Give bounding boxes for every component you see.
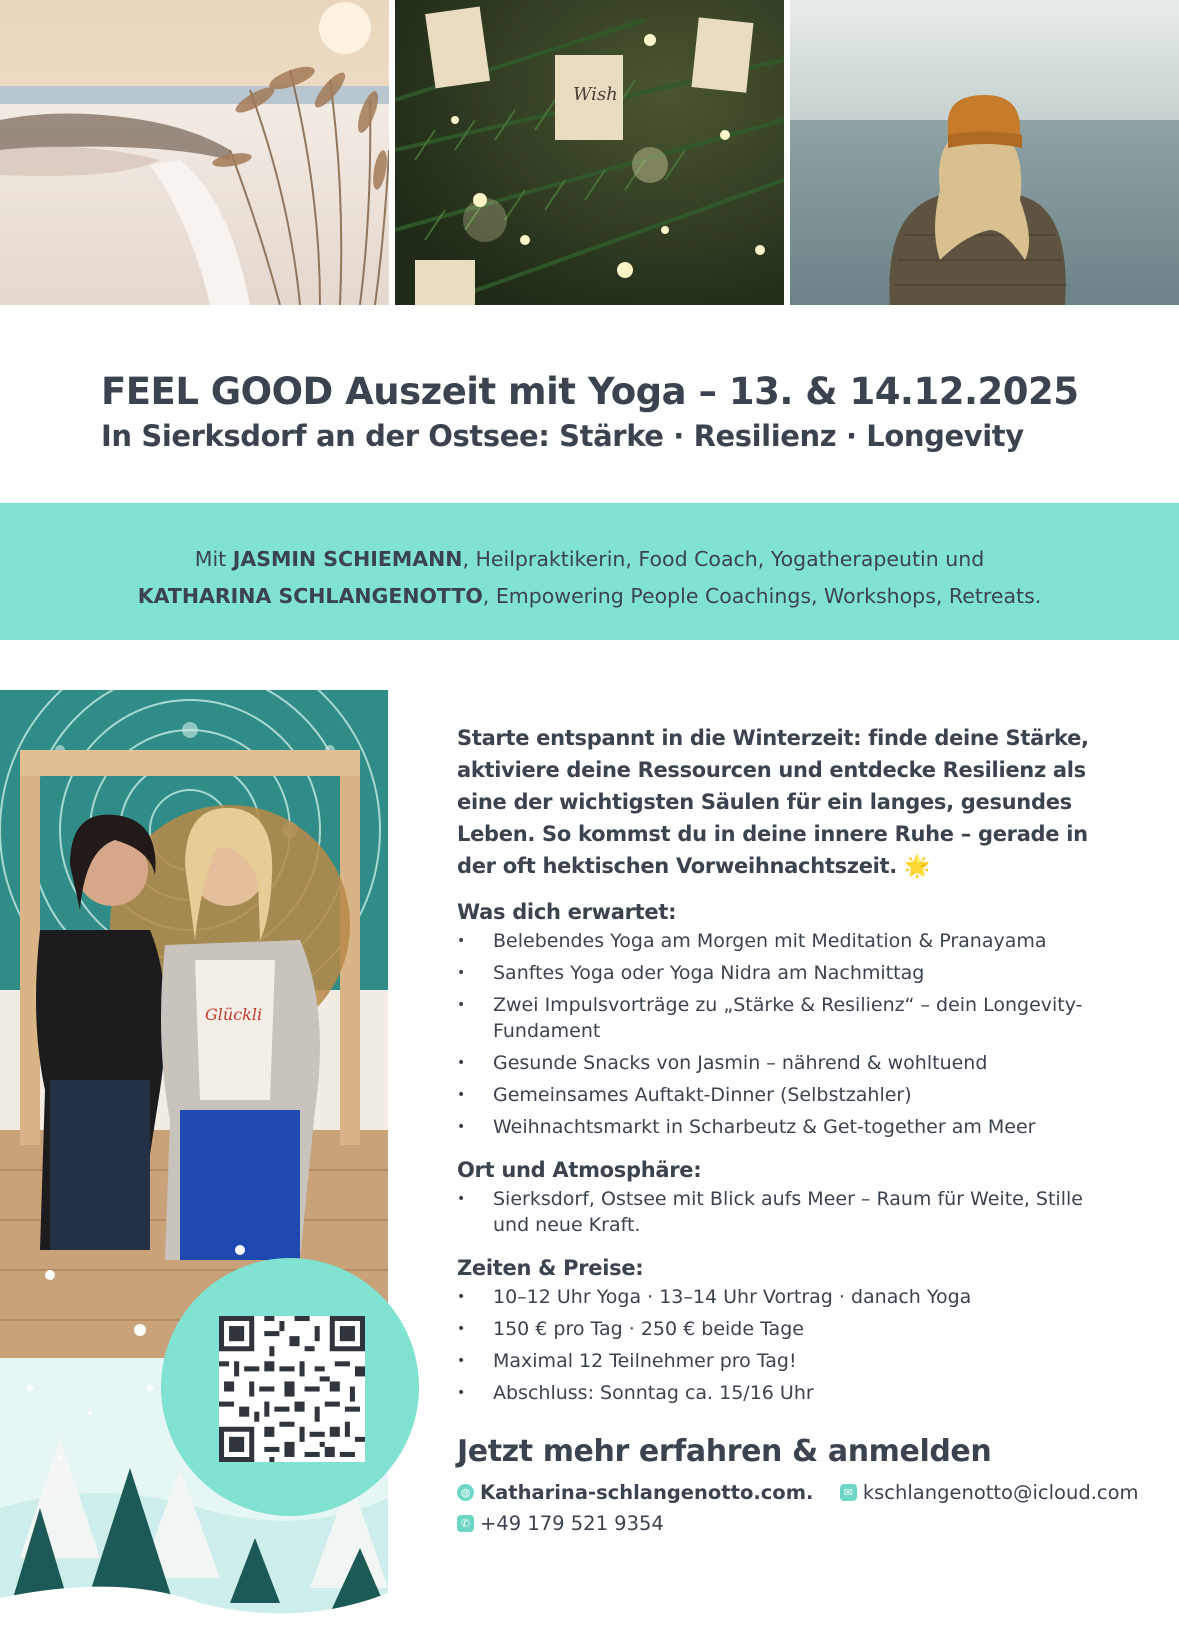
winter-beach-photo (0, 0, 389, 305)
contact-row-1 (457, 1477, 1139, 1508)
list-item: • Gemeinsames Auftakt-Dinner (Selbstzahler) (457, 1082, 1097, 1108)
intro-text: Starte entspannt in die Winterzeit: finde deine Stärke, aktiviere deine Ressourcen und entdecke Resilienz als eine der wichtigsten Säulen für ein langes, gesundes Leben. So kommst du in deine innere Ruhe – gerade in der oft hektischen Vorweihnachtszeit. (457, 726, 1089, 878)
website-link[interactable]: Katharina-schlangenotto.com. (480, 1481, 814, 1504)
hosts-photo (0, 690, 388, 1358)
host-role-jasmin: , Heilpraktikerin, Food Coach, Yogatherapeutin und (462, 547, 985, 571)
cta-heading: Jetzt mehr erfahren & anmelden (457, 1434, 992, 1469)
star-icon: 🌟 (904, 854, 930, 878)
list-item: • Maximal 12 Teilnehmer pro Tag! (457, 1348, 1097, 1374)
host-name-jasmin: JASMIN SCHIEMANN (232, 547, 463, 571)
shirt-text: Glückli (205, 1005, 263, 1024)
list-item: • 150 € pro Tag · 250 € beide Tage (457, 1316, 1097, 1342)
list-item: • Sanftes Yoga oder Yoga Nidra am Nachmittag (457, 960, 1097, 986)
contact-row-2 (457, 1508, 1097, 1539)
phone-icon: ✆ (457, 1515, 474, 1532)
globe-icon: ◍ (457, 1484, 474, 1501)
list-item: • Belebendes Yoga am Morgen mit Meditation & Pranayama (457, 928, 1097, 954)
band-prefix: Mit (194, 547, 233, 571)
section-title-place: Ort und Atmosphäre: (457, 1158, 702, 1182)
list-item: • Sierksdorf, Ostsee mit Blick aufs Meer – Raum für Weite, Stille und neue Kraft. (457, 1186, 1097, 1238)
list-item: • Gesunde Snacks von Jasmin – nährend & wohltuend (457, 1050, 1097, 1076)
intro-paragraph (457, 722, 1097, 882)
host-role-katharina: , Empowering People Coachings, Workshops, Retreats. (482, 584, 1042, 608)
list-item: • Abschluss: Sonntag ca. 15/16 Uhr (457, 1380, 1097, 1406)
expect-list (457, 928, 1097, 1140)
woman-at-sea-photo (790, 0, 1179, 305)
christmas-tree-photo (395, 0, 784, 305)
hosts-line-2 (0, 578, 1179, 615)
times-list (457, 1284, 1097, 1406)
section-title-expect: Was dich erwartet: (457, 900, 677, 924)
list-item: • Weihnachtsmarkt in Scharbeutz & Get-together am Meer (457, 1114, 1097, 1140)
event-title: FEEL GOOD Auszeit mit Yoga – 13. & 14.12.2025 (101, 370, 1079, 413)
place-list (457, 1186, 1097, 1238)
headline (101, 370, 1141, 453)
event-details (457, 722, 1139, 1539)
section-title-times: Zeiten & Preise: (457, 1256, 644, 1280)
mail-icon: ✉ (840, 1484, 857, 1501)
host-name-katharina: KATHARINA SCHLANGENOTTO (137, 584, 483, 608)
wish-tag-text: Wish (573, 84, 618, 105)
qr-code[interactable] (219, 1316, 365, 1462)
hosts-line-1 (0, 541, 1179, 578)
event-subtitle: In Sierksdorf an der Ostsee: Stärke · Resilienz · Longevity (101, 419, 1024, 453)
hosts-band (0, 503, 1179, 640)
list-item: • 10–12 Uhr Yoga · 13–14 Uhr Vortrag · danach Yoga (457, 1284, 1097, 1310)
list-item: • Zwei Impulsvorträge zu „Stärke & Resilienz“ – dein Longevity-Fundament (457, 992, 1097, 1044)
qr-code-icon (219, 1316, 365, 1462)
phone-link[interactable]: +49 179 521 9354 (480, 1512, 664, 1535)
email-link[interactable]: kschlangenotto@icloud.com (862, 1481, 1139, 1504)
